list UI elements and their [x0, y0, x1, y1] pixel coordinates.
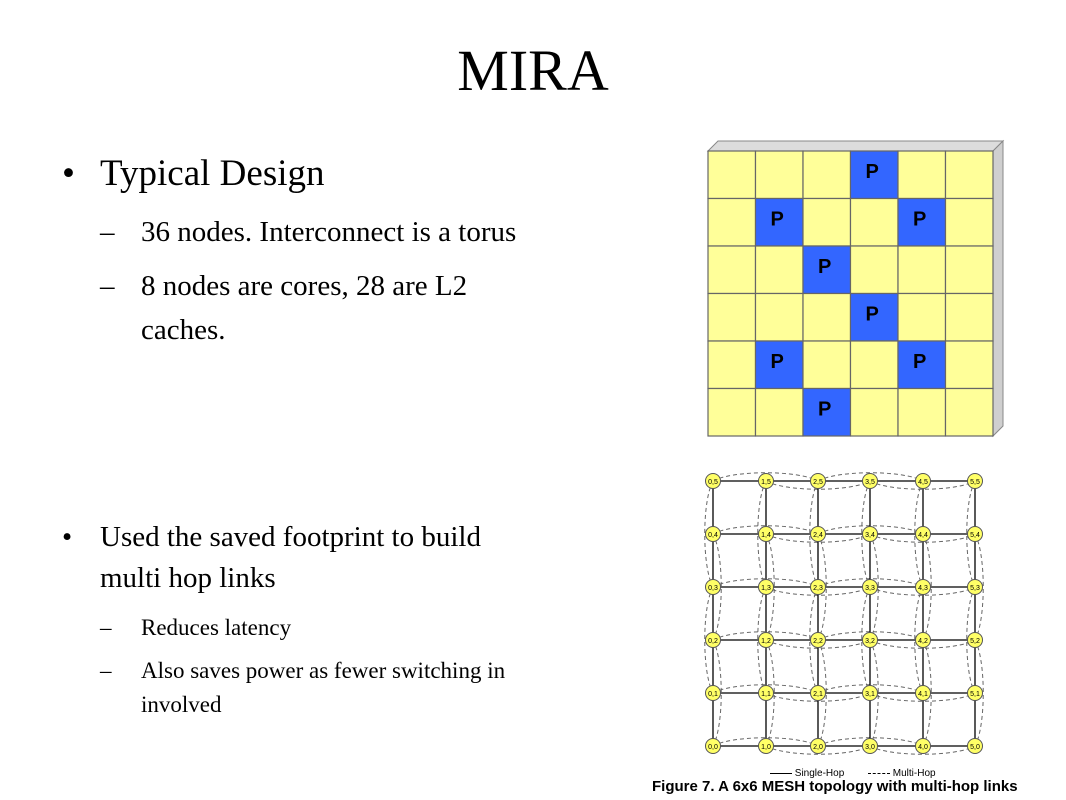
cache-cell — [898, 151, 946, 199]
mesh-node-label: 5,3 — [970, 585, 980, 592]
figure-caption: Figure 7. A 6x6 MESH topology with multi-hop links — [652, 778, 1018, 795]
mesh-node-label: 5,2 — [970, 638, 980, 645]
mesh-node-label: 4,4 — [918, 532, 928, 539]
cache-cell — [946, 199, 994, 247]
cache-cell — [851, 199, 899, 247]
core-label: P — [865, 161, 879, 183]
legend-multi-hop: Multi-Hop — [868, 768, 936, 779]
mesh-node-label: 2,5 — [813, 479, 823, 486]
mesh-node-label: 5,0 — [970, 744, 980, 751]
cache-cell — [803, 341, 851, 389]
cache-cell — [946, 294, 994, 342]
legend-single-hop: Single-Hop — [770, 768, 844, 779]
bullet-dot: • — [62, 153, 75, 194]
cache-cell — [756, 389, 804, 437]
mesh-node-label: 2,4 — [813, 532, 823, 539]
mesh-node-label: 5,1 — [970, 691, 980, 698]
mesh-node-label: 2,1 — [813, 691, 823, 698]
cache-cell — [708, 151, 756, 199]
mesh-node-label: 2,3 — [813, 585, 823, 592]
bullet-text: Typical Design — [100, 153, 325, 194]
sub-item-cores-cont: caches. — [141, 314, 226, 346]
core-label: P — [913, 351, 927, 373]
core-label: P — [865, 303, 879, 326]
grid-side-face — [993, 141, 1003, 436]
mesh-node-label: 1,1 — [761, 691, 771, 698]
core-label: P — [770, 208, 784, 231]
mesh-node-label: 3,1 — [865, 691, 875, 698]
mesh-node-label: 5,4 — [970, 532, 980, 539]
cache-cell — [946, 389, 994, 437]
mesh-node-label: 0,0 — [708, 744, 718, 751]
cache-cell — [946, 246, 994, 294]
mesh-node-label: 1,4 — [761, 532, 771, 539]
core-label: P — [913, 208, 927, 231]
core-label: P — [818, 256, 832, 278]
mesh-node-label: 1,3 — [761, 585, 771, 592]
mesh-topology-figure — [705, 473, 984, 755]
mesh-node-label: 3,4 — [865, 532, 875, 539]
mesh-node-label: 4,2 — [918, 638, 928, 645]
cache-cell — [756, 294, 804, 342]
cache-cell — [898, 294, 946, 342]
cache-cell — [803, 199, 851, 247]
core-label: P — [770, 351, 784, 373]
mesh-node-label: 1,2 — [761, 638, 771, 645]
cache-cell — [851, 246, 899, 294]
bullet-dot: • — [62, 521, 73, 553]
cache-cell — [898, 389, 946, 437]
mesh-node-label: 4,5 — [918, 479, 928, 486]
mesh-node-label: 0,3 — [708, 585, 718, 592]
cache-cell — [946, 341, 994, 389]
mesh-node-label: 2,0 — [813, 744, 823, 751]
mesh-node-label: 4,1 — [918, 691, 928, 698]
mesh-node-label: 3,3 — [865, 585, 875, 592]
mesh-node-label: 0,5 — [708, 479, 718, 486]
sub-item-power-cont: involved — [141, 692, 222, 717]
cache-cell — [851, 389, 899, 437]
mesh-node-label: 1,5 — [761, 479, 771, 486]
cache-cell — [803, 294, 851, 342]
mesh-node-label: 2,2 — [813, 638, 823, 645]
cache-cell — [803, 151, 851, 199]
mesh-node-label: 0,4 — [708, 532, 718, 539]
cache-cell — [851, 341, 899, 389]
core-cache-grid — [708, 141, 1003, 436]
mesh-node-label: 1,0 — [761, 744, 771, 751]
mesh-node-label: 3,0 — [865, 744, 875, 751]
mesh-node-label: 3,2 — [865, 638, 875, 645]
cache-cell — [708, 246, 756, 294]
mesh-node-label: 3,5 — [865, 479, 875, 486]
mesh-node-label: 5,5 — [970, 479, 980, 486]
cache-cell — [708, 199, 756, 247]
cache-cell — [708, 294, 756, 342]
mesh-node-label: 0,2 — [708, 638, 718, 645]
cache-cell — [946, 151, 994, 199]
cache-cell — [756, 151, 804, 199]
cache-cell — [708, 341, 756, 389]
mesh-node-label: 4,3 — [918, 585, 928, 592]
bullet-text: Used the saved footprint to build — [100, 521, 481, 553]
mesh-node-label: 4,0 — [918, 744, 928, 751]
cache-cell — [708, 389, 756, 437]
mesh-node-label: 0,1 — [708, 691, 718, 698]
core-label: P — [818, 398, 832, 421]
cache-cell — [898, 246, 946, 294]
grid-top-face — [708, 141, 1003, 151]
cache-cell — [756, 246, 804, 294]
slide-title: MIRA — [457, 38, 609, 103]
